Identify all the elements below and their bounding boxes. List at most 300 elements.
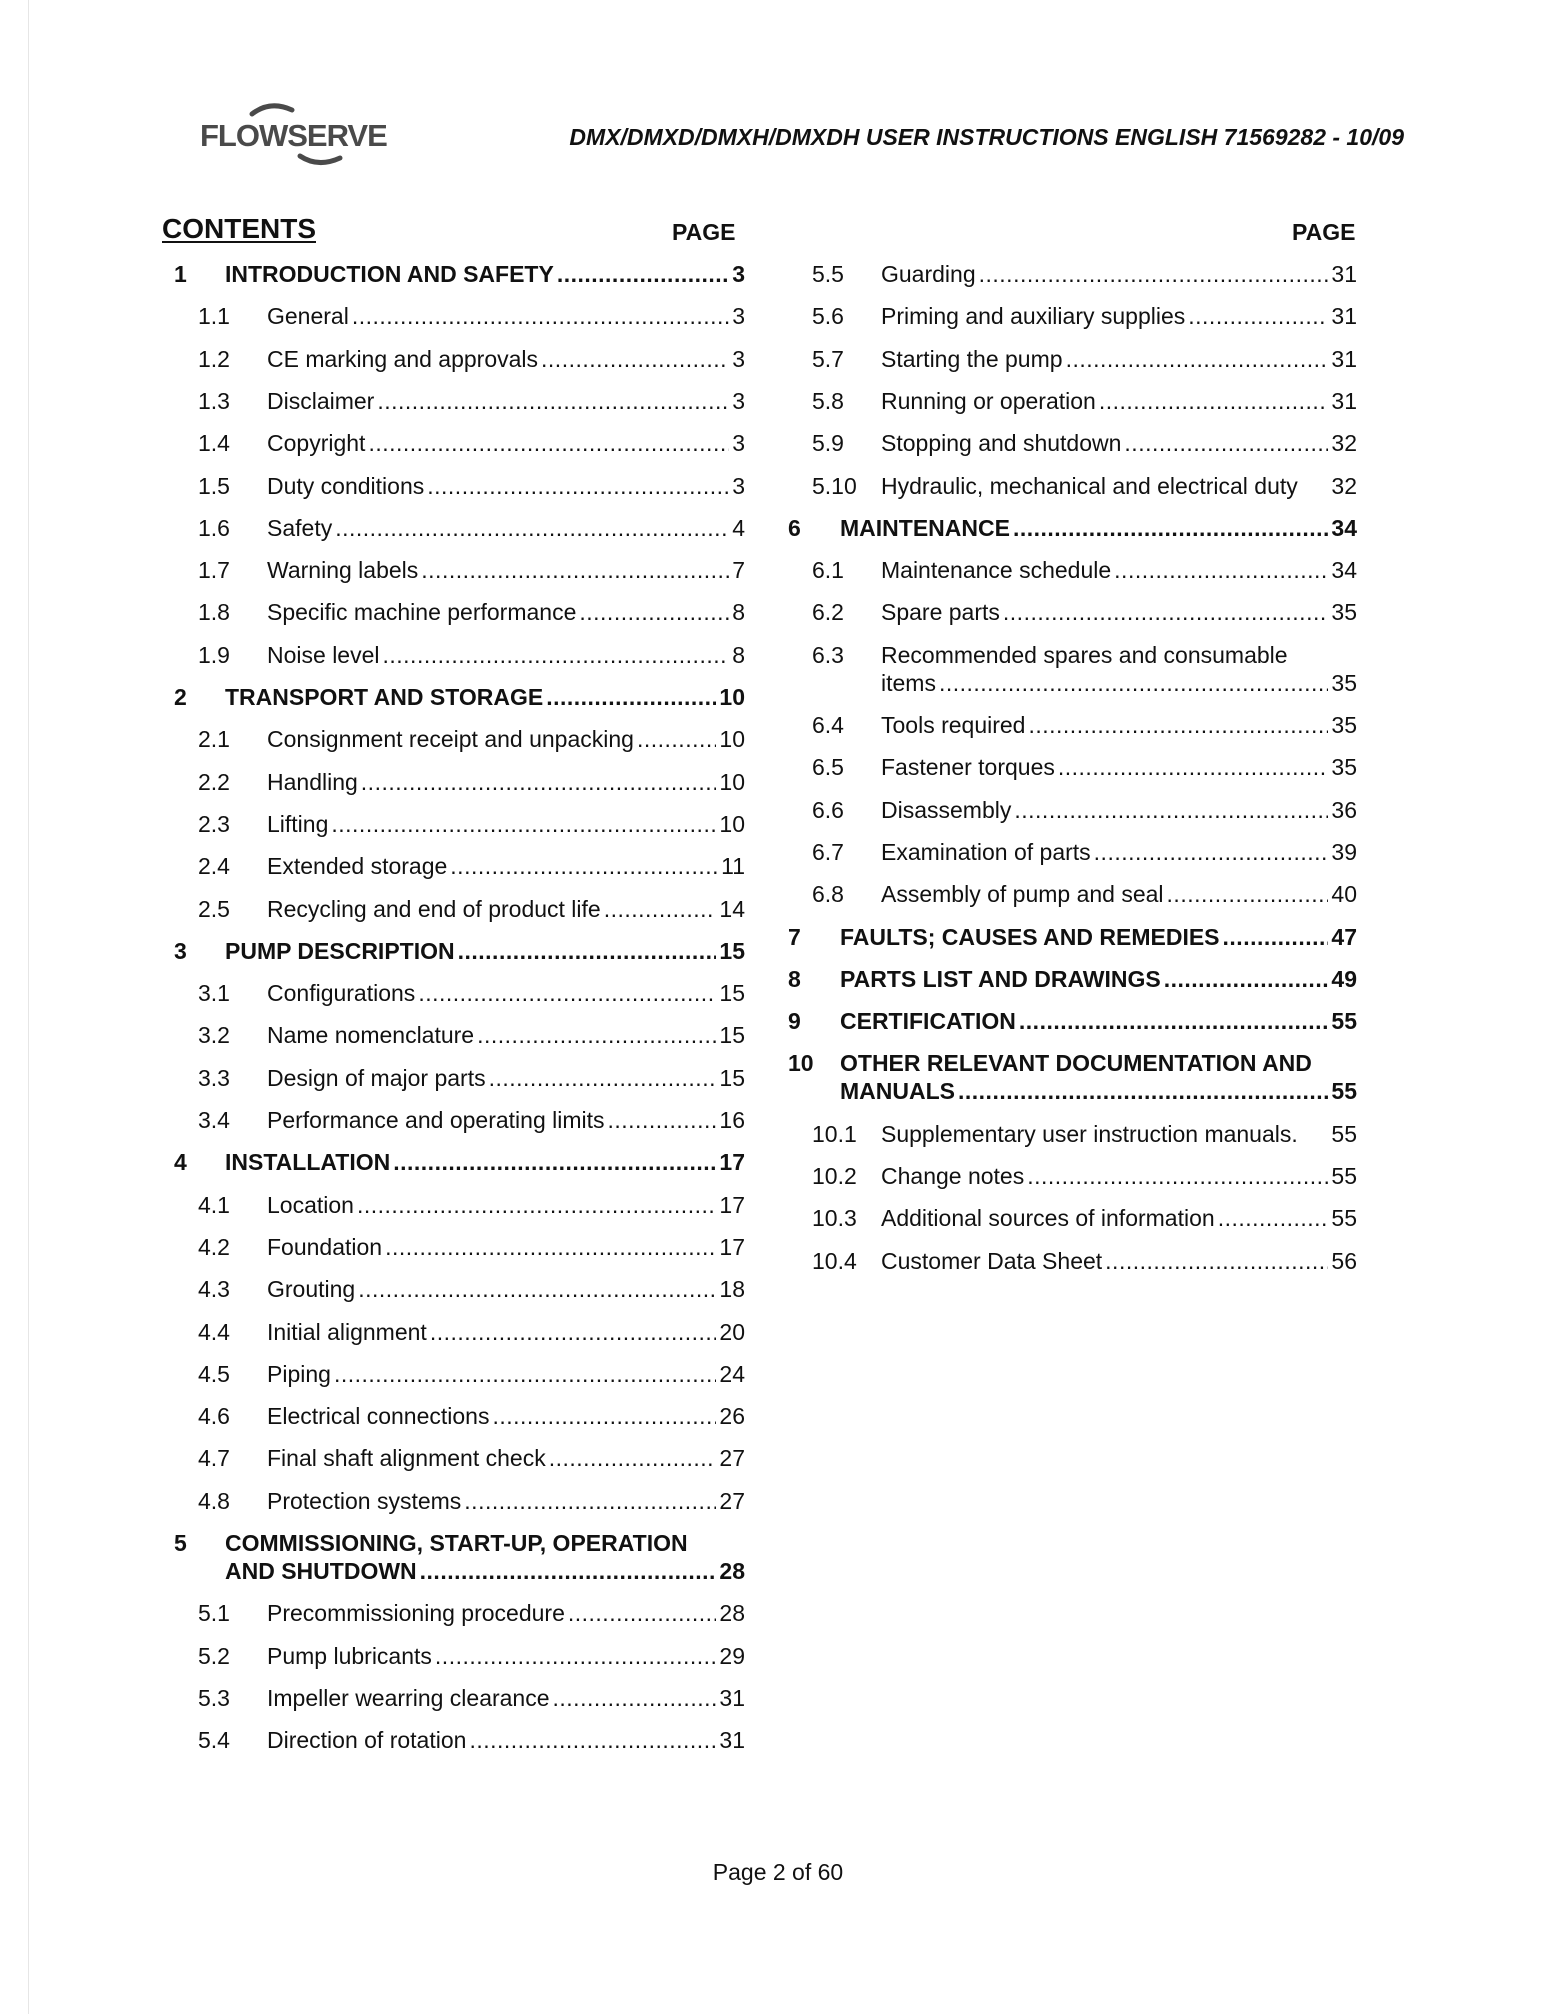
toc-entry-title: Location	[267, 1191, 354, 1218]
toc-entry[interactable]	[198, 556, 745, 584]
toc-entry-leader	[979, 260, 1329, 288]
toc-entry-leader	[334, 1360, 716, 1388]
toc-entry-title: Stopping and shutdown	[881, 430, 1122, 457]
toc-entry-title: PARTS LIST AND DRAWINGS	[840, 965, 1161, 992]
toc-entry-page: 31	[1331, 303, 1357, 330]
toc-entry[interactable]	[198, 1191, 745, 1219]
toc-entry-page: 7	[732, 557, 745, 584]
toc-entry[interactable]	[198, 1599, 745, 1627]
toc-entry-title: Name nomenclature	[267, 1022, 475, 1049]
toc-entry[interactable]	[812, 345, 1357, 373]
toc-entry[interactable]	[174, 683, 745, 711]
toc-entry-number: 6.8	[812, 881, 844, 908]
toc-entry-number: 6.5	[812, 754, 844, 781]
toc-entry[interactable]	[198, 1318, 745, 1346]
toc-entry-title: Foundation	[267, 1233, 383, 1260]
toc-entry-leader	[458, 937, 717, 965]
toc-entry-number: 2.1	[198, 726, 230, 753]
toc-entry-page: 3	[732, 303, 745, 330]
toc-entry-leader	[637, 725, 716, 753]
toc-entry-title: Final shaft alignment check	[267, 1445, 546, 1472]
toc-entry-number: 10.3	[812, 1205, 857, 1232]
toc-entry-page: 49	[1331, 965, 1357, 992]
toc-entry-number: 1.8	[198, 599, 230, 626]
toc-entry-page: 10	[719, 768, 745, 795]
toc-entry-leader	[393, 1148, 716, 1176]
toc-entry-leader	[464, 1487, 716, 1515]
toc-entry-page: 17	[719, 1149, 745, 1176]
toc-entry-page: 27	[719, 1445, 745, 1472]
toc-entry-leader	[579, 598, 729, 626]
toc-entry-leader	[1028, 711, 1328, 739]
toc-entry[interactable]	[198, 1275, 745, 1303]
toc-entry-leader	[469, 1726, 716, 1754]
toc-entry-leader	[1099, 387, 1329, 415]
toc-entry[interactable]	[812, 1204, 1357, 1232]
toc-entry-page: 10	[719, 726, 745, 753]
toc-entry[interactable]	[812, 472, 1357, 500]
toc-entry-page: 56	[1331, 1247, 1357, 1274]
toc-entry-title: Duty conditions	[267, 472, 425, 499]
toc-entry-number: 10.4	[812, 1247, 857, 1274]
toc-entry-leader	[604, 895, 717, 923]
toc-entry-page: 31	[1331, 387, 1357, 414]
toc-entry-title: Disassembly	[881, 796, 1012, 823]
toc-entry[interactable]	[812, 387, 1357, 415]
toc-entry-title: Initial alignment	[267, 1318, 427, 1345]
toc-entry[interactable]	[812, 753, 1357, 781]
toc-entry-page: 17	[719, 1233, 745, 1260]
toc-entry-title: PUMP DESCRIPTION	[225, 937, 455, 964]
toc-entry-leader	[477, 1021, 716, 1049]
toc-entry-title: Performance and operating limits	[267, 1107, 605, 1133]
toc-entry-leader	[368, 429, 729, 457]
toc-entry-page: 31	[1331, 261, 1357, 287]
page-footer: Page 2 of 60	[712, 1859, 844, 1885]
toc-entry-page: 55	[1331, 1205, 1357, 1232]
toc-entry-title: Starting the pump	[881, 345, 1063, 372]
toc-entry-number: 10	[788, 1050, 814, 1077]
toc-entry[interactable]	[198, 979, 745, 1007]
toc-entry[interactable]	[174, 260, 745, 288]
toc-entry-number: 4.5	[198, 1360, 230, 1387]
toc-entry-page: 8	[732, 599, 745, 626]
toc-entry[interactable]	[174, 1148, 745, 1176]
toc-entry-number: 5	[174, 1530, 187, 1556]
toc-entry-page: 10	[719, 684, 745, 710]
toc-entry-page: 18	[719, 1276, 745, 1303]
toc-entry-leader	[553, 1684, 717, 1712]
toc-entry-title: MANUALS	[840, 1078, 955, 1105]
toc-entry-number: 6	[788, 514, 801, 541]
toc-entry-page: 3	[732, 472, 745, 499]
toc-entry-title: CERTIFICATION	[840, 1008, 1016, 1035]
toc-entry[interactable]	[198, 1233, 745, 1261]
toc-entry[interactable]	[198, 1684, 745, 1712]
toc-entry[interactable]	[198, 895, 745, 923]
toc-entry-leader	[1019, 1007, 1329, 1035]
toc-entry[interactable]	[198, 472, 745, 500]
toc-entry-number: 4.2	[198, 1233, 230, 1260]
toc-entry-leader	[358, 1275, 716, 1303]
toc-entry-leader	[608, 1106, 717, 1134]
toc-entry-title: Change notes	[881, 1163, 1025, 1189]
toc-entry-page: 31	[719, 1684, 745, 1711]
toc-entry-leader	[958, 1077, 1328, 1105]
toc-entry-leader	[421, 556, 729, 584]
toc-entry-page: 35	[1331, 754, 1357, 781]
toc-entry-number: 3.1	[198, 980, 230, 1007]
toc-entry-page: 32	[1331, 430, 1357, 457]
toc-entry-title: Copyright	[267, 430, 366, 457]
toc-entry-title: Direction of rotation	[267, 1727, 467, 1754]
toc-entry-leader	[541, 345, 729, 373]
toc-entry-page: 27	[719, 1487, 745, 1514]
toc-entry-page: 34	[1331, 557, 1357, 584]
toc-entry[interactable]	[788, 1007, 1357, 1035]
toc-entry-page: 4	[732, 514, 745, 541]
toc-entry-title: Protection systems	[267, 1487, 462, 1514]
toc-entry[interactable]	[198, 514, 745, 542]
toc-entry-page: 39	[1331, 838, 1357, 865]
toc-entry[interactable]	[198, 641, 745, 669]
toc-entry-title: Recommended spares and consumable	[881, 641, 1288, 668]
toc-entry[interactable]	[812, 260, 1357, 288]
toc-entry-page: 29	[719, 1642, 745, 1669]
toc-entry-title: Disclaimer	[267, 387, 375, 414]
toc-entry-number: 10.2	[812, 1163, 857, 1189]
toc-entry[interactable]	[198, 1360, 745, 1388]
toc-entry-title: Lifting	[267, 810, 329, 837]
toc-entry-title: Grouting	[267, 1276, 356, 1303]
toc-entry-number: 5.7	[812, 345, 844, 372]
toc-entry-leader	[1223, 923, 1329, 951]
toc-entry[interactable]	[198, 1021, 745, 1049]
toc-entry-page: 47	[1331, 923, 1357, 950]
toc-entry-leader	[568, 1599, 717, 1627]
toc-entry-leader	[1027, 1162, 1328, 1190]
toc-entry-leader	[1066, 345, 1329, 373]
toc-entry-number: 10.1	[812, 1120, 857, 1147]
toc-entry-number: 1.4	[198, 430, 230, 457]
toc-entry[interactable]	[788, 1049, 1357, 1105]
toc-entry[interactable]	[198, 1106, 745, 1134]
toc-entry-leader	[331, 810, 716, 838]
toc-entry[interactable]	[812, 556, 1357, 584]
toc-entry-number: 6.1	[812, 557, 844, 584]
toc-entry[interactable]	[198, 852, 745, 880]
toc-entry-title: Impeller wearring clearance	[267, 1684, 550, 1711]
toc-entry-page: 35	[1331, 599, 1357, 626]
toc-entry[interactable]	[198, 598, 745, 626]
toc-entry-leader	[1013, 514, 1328, 542]
toc-entry-title: Noise level	[267, 641, 380, 668]
toc-entry-number: 5.9	[812, 430, 844, 457]
toc-entry-page: 15	[719, 1064, 745, 1091]
toc-entry-title: Recycling and end of product life	[267, 895, 601, 922]
toc-entry[interactable]	[198, 345, 745, 373]
toc-entry-leader	[1167, 880, 1329, 908]
toc-entry-leader	[430, 1318, 717, 1346]
toc-entry-number: 2.4	[198, 853, 230, 880]
toc-entry[interactable]	[812, 838, 1357, 866]
toc-entry[interactable]	[812, 711, 1357, 739]
toc-entry-number: 3.2	[198, 1022, 230, 1049]
toc-entry-number: 3.3	[198, 1064, 230, 1091]
toc-entry-page: 3	[732, 261, 745, 287]
toc-entry-title: INSTALLATION	[225, 1149, 391, 1176]
toc-entry-title: Precommissioning procedure	[267, 1600, 565, 1627]
toc-entry-title: Tools required	[881, 712, 1026, 738]
toc-entry[interactable]	[198, 768, 745, 796]
toc-entry-number: 6.3	[812, 641, 844, 668]
toc-entry-title: Hydraulic, mechanical and electrical duty	[881, 472, 1298, 499]
toc-entry-leader	[1003, 598, 1329, 626]
toc-entry-number: 5.8	[812, 387, 844, 414]
toc-entry-page: 32	[1331, 472, 1357, 499]
toc-entry-page: 3	[732, 387, 745, 414]
logo-text: FLOWSERVE	[200, 118, 387, 153]
toc-entry-page: 35	[1331, 712, 1357, 738]
toc-entry-leader	[939, 669, 1328, 697]
toc-entry-number: 4.8	[198, 1487, 230, 1514]
document-header-title: DMX/DMXD/DMXH/DMXDH USER INSTRUCTIONS ENGLISH 71569282 - 10/09	[569, 124, 1404, 150]
toc-entry-leader	[361, 768, 717, 796]
toc-entry-title: Warning labels	[267, 557, 419, 584]
toc-entry-leader	[1188, 302, 1328, 330]
toc-entry-page: 15	[719, 1022, 745, 1049]
toc-entry-leader	[1094, 838, 1329, 866]
toc-entry-title: MAINTENANCE	[840, 514, 1010, 541]
toc-entry[interactable]	[198, 1642, 745, 1670]
flowserve-logo	[200, 98, 387, 174]
toc-entry[interactable]	[812, 429, 1357, 457]
toc-entry-page: 55	[1331, 1078, 1357, 1105]
toc-entry-number: 5.4	[198, 1727, 230, 1754]
toc-entry-leader	[335, 514, 729, 542]
toc-entry-page: 26	[719, 1403, 745, 1430]
toc-entry-page: 3	[732, 430, 745, 457]
toc-entry-title: INTRODUCTION AND SAFETY	[225, 261, 554, 287]
page-column-label-right: PAGE	[1292, 219, 1356, 245]
toc-entry[interactable]	[788, 514, 1357, 542]
toc-entry-page: 34	[1331, 514, 1357, 541]
toc-entry-leader	[357, 1191, 716, 1219]
toc-entry[interactable]	[198, 725, 745, 753]
toc-entry-page: 8	[732, 641, 745, 668]
page-column-label-left: PAGE	[672, 219, 736, 245]
toc-entry-leader	[377, 387, 729, 415]
toc-entry-title: OTHER RELEVANT DOCUMENTATION AND	[840, 1050, 1312, 1077]
toc-entry-number: 6.2	[812, 599, 844, 626]
toc-entry[interactable]	[812, 880, 1357, 908]
toc-entry-number: 6.6	[812, 796, 844, 823]
toc-entry-number: 1.6	[198, 514, 230, 541]
toc-entry[interactable]	[198, 302, 745, 330]
toc-entry-page: 17	[719, 1191, 745, 1218]
toc-entry-leader: .	[1291, 1120, 1298, 1147]
toc-entry-title: Design of major parts	[267, 1064, 486, 1091]
toc-entry-title: Guarding	[881, 261, 976, 287]
toc-entry-number: 2	[174, 684, 187, 710]
toc-entry-title: Handling	[267, 768, 358, 795]
toc-entry-page: 20	[719, 1318, 745, 1345]
toc-entry-title: Consignment receipt and unpacking	[267, 726, 634, 753]
toc-entry-number: 1.5	[198, 472, 230, 499]
toc-entry-number: 5.6	[812, 303, 844, 330]
toc-entry-title: Extended storage	[267, 853, 448, 880]
toc-entry-title: Piping	[267, 1360, 331, 1387]
toc-entry[interactable]	[198, 1487, 745, 1515]
toc-entry-number: 1.3	[198, 387, 230, 414]
toc-entry-number: 4.7	[198, 1445, 230, 1472]
page-edge	[28, 0, 29, 2014]
toc-entry[interactable]	[788, 923, 1357, 951]
toc-entry-title: CE marking and approvals	[267, 345, 539, 372]
contents-heading: CONTENTS	[162, 213, 316, 244]
toc-entry-page: 36	[1331, 796, 1357, 823]
toc-entry-page: 55	[1331, 1008, 1357, 1035]
toc-entry-number: 1.9	[198, 641, 230, 668]
toc-entry-number: 2.3	[198, 810, 230, 837]
toc-entry-title: Running or operation	[881, 387, 1096, 414]
toc-entry-page: 28	[719, 1558, 745, 1584]
toc-entry[interactable]	[812, 1120, 1357, 1148]
toc-entry-number: 7	[788, 923, 801, 950]
toc-entry-title: TRANSPORT AND STORAGE	[225, 684, 544, 710]
toc-entry-page: 35	[1331, 669, 1357, 696]
toc-entry-number: 6.7	[812, 838, 844, 865]
toc-entry-leader	[1218, 1204, 1329, 1232]
toc-entry-number: 5.3	[198, 1684, 230, 1711]
toc-entry-title: Supplementary user instruction manuals	[881, 1120, 1292, 1147]
toc-entry[interactable]	[812, 796, 1357, 824]
toc-entry-leader	[450, 852, 718, 880]
toc-entry-page: 28	[719, 1600, 745, 1627]
toc-entry-title: Maintenance schedule	[881, 557, 1112, 584]
toc-entry-number: 2.5	[198, 895, 230, 922]
toc-entry-title: Fastener torques	[881, 754, 1055, 781]
toc-entry-title: AND SHUTDOWN	[225, 1558, 417, 1584]
toc-entry-leader	[1164, 965, 1329, 993]
toc-entry-title: Electrical connections	[267, 1403, 490, 1430]
toc-entry-number: 1.7	[198, 557, 230, 584]
toc-entry-leader	[427, 472, 729, 500]
toc-entry-number: 4.4	[198, 1318, 230, 1345]
toc-entry-title: Examination of parts	[881, 838, 1091, 865]
toc-entry[interactable]	[812, 641, 1357, 697]
toc-entry-leader	[352, 302, 729, 330]
toc-entry-number: 6.4	[812, 712, 844, 738]
toc-entry[interactable]	[198, 810, 745, 838]
toc-entry-number: 1.2	[198, 345, 230, 372]
toc-entry-number: 3	[174, 937, 187, 964]
toc-entry-leader	[546, 683, 716, 711]
toc-entry-number: 9	[788, 1008, 801, 1035]
toc-entry[interactable]	[812, 598, 1357, 626]
toc-entry-title: Customer Data Sheet	[881, 1247, 1103, 1274]
toc-entry-page: 15	[719, 980, 745, 1007]
toc-entry[interactable]	[812, 1247, 1357, 1275]
toc-entry-number: 2.2	[198, 768, 230, 795]
toc-entry-title: Spare parts	[881, 599, 1000, 626]
toc-entry[interactable]	[198, 1064, 745, 1092]
toc-entry-page: 10	[719, 810, 745, 837]
toc-entry-leader	[418, 979, 716, 1007]
toc-entry-page: 15	[719, 937, 745, 964]
toc-entry-leader	[489, 1064, 717, 1092]
toc-entry-page: 14	[719, 895, 745, 922]
toc-entry[interactable]	[198, 429, 745, 457]
toc-entry-page: 16	[719, 1107, 745, 1133]
toc-entry-number: 1	[174, 261, 187, 287]
toc-entry[interactable]	[198, 1402, 745, 1430]
toc-entry-title: items	[881, 669, 936, 696]
toc-entry-leader	[557, 260, 729, 288]
toc-entry[interactable]	[174, 1529, 745, 1585]
toc-entry-leader	[1114, 556, 1328, 584]
toc-entry-number: 5.10	[812, 472, 857, 499]
toc-entry-leader	[420, 1557, 717, 1585]
toc-entry-number: 5.1	[198, 1600, 230, 1627]
toc-entry-title: COMMISSIONING, START-UP, OPERATION	[225, 1530, 688, 1556]
toc-entry-leader	[385, 1233, 716, 1261]
toc-entry-title: Assembly of pump and seal	[881, 881, 1164, 908]
toc-entry-number: 1.1	[198, 303, 230, 330]
toc-entry-title: Specific machine performance	[267, 599, 577, 626]
toc-entry-leader	[383, 641, 730, 669]
toc-entry[interactable]	[198, 1444, 745, 1472]
toc-entry-leader	[1124, 429, 1328, 457]
toc-entry-number: 4.3	[198, 1276, 230, 1303]
toc-entry-leader	[549, 1444, 717, 1472]
toc-entry-leader	[1105, 1247, 1328, 1275]
toc-entry-page: 55	[1331, 1120, 1357, 1147]
toc-entry-leader	[492, 1402, 716, 1430]
toc-entry-leader	[1058, 753, 1329, 781]
toc-entry-title: Priming and auxiliary supplies	[881, 303, 1186, 330]
toc-entry-page: 24	[719, 1360, 745, 1387]
toc-entry[interactable]	[198, 1726, 745, 1754]
toc-entry[interactable]	[198, 387, 745, 415]
toc-entry-title: Pump lubricants	[267, 1642, 432, 1669]
toc-entry[interactable]	[812, 302, 1357, 330]
toc-entry-number: 5.2	[198, 1642, 230, 1669]
toc-entry-title: Configurations	[267, 980, 416, 1007]
toc-entry-title: Additional sources of information	[881, 1205, 1215, 1232]
toc-entry-leader	[1014, 796, 1328, 824]
toc-entry-title: General	[267, 303, 349, 330]
toc-entry-number: 3.4	[198, 1107, 230, 1133]
toc-entry-number: 8	[788, 965, 801, 992]
toc-entry-page: 11	[721, 853, 745, 880]
toc-entry-title: FAULTS; CAUSES AND REMEDIES	[840, 923, 1220, 950]
toc-entry-number: 5.5	[812, 261, 844, 287]
toc-entry-page: 55	[1331, 1163, 1357, 1189]
toc-entry-title: Safety	[267, 514, 333, 541]
toc-entry[interactable]	[174, 937, 745, 965]
toc-entry-page: 31	[1331, 345, 1357, 372]
toc-entry-number: 4.1	[198, 1191, 230, 1218]
toc-entry-page: 3	[732, 345, 745, 372]
toc-entry-number: 4.6	[198, 1403, 230, 1430]
toc-entry-number: 4	[174, 1149, 187, 1176]
toc-entry-page: 31	[719, 1727, 745, 1754]
toc-entry-leader	[435, 1642, 716, 1670]
toc-entry[interactable]	[788, 965, 1357, 993]
toc-entry[interactable]	[812, 1162, 1357, 1190]
toc-entry-page: 40	[1331, 881, 1357, 908]
